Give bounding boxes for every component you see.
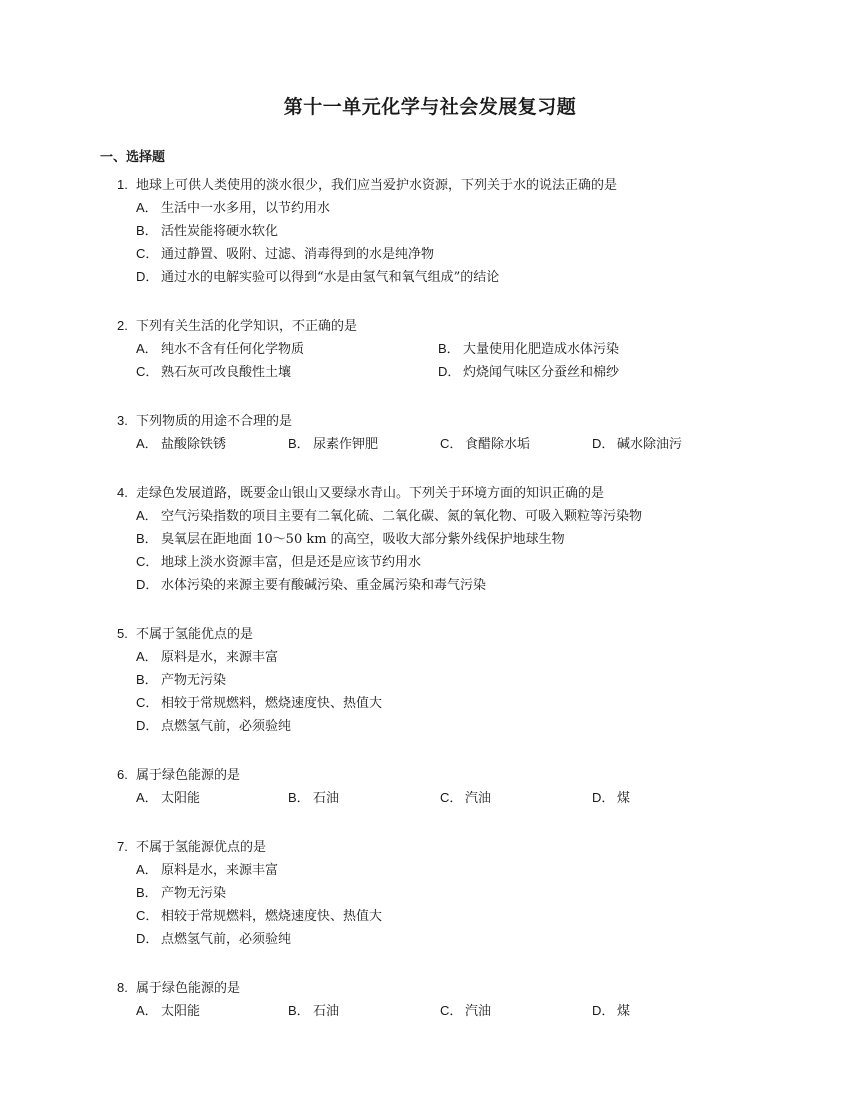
option-letter: A．	[136, 436, 158, 451]
option-letter: D．	[438, 364, 461, 379]
option-row	[117, 219, 737, 242]
option-d	[136, 714, 291, 738]
question-text: 属于绿色能源的是	[136, 981, 241, 996]
question-text: 属于绿色能源的是	[136, 768, 241, 783]
option-row	[117, 668, 737, 691]
option-text: 相较于常规燃料，燃烧速度快、热值大	[161, 909, 383, 924]
question-stem	[117, 622, 737, 645]
option-letter: C．	[136, 554, 159, 569]
option-b	[136, 881, 226, 905]
option-text: 汽油	[465, 1004, 492, 1019]
option-row	[117, 645, 737, 668]
option-a	[136, 645, 278, 669]
option-letter: B．	[288, 436, 310, 451]
option-text: 产物无污染	[161, 886, 227, 901]
option-row	[117, 786, 737, 809]
option-a	[136, 432, 288, 456]
option-row	[117, 927, 737, 950]
question-text: 下列物质的用途不合理的是	[136, 414, 293, 429]
option-b	[288, 432, 440, 456]
option-letter: D．	[136, 577, 159, 592]
option-text: 太阳能	[161, 1004, 201, 1019]
question-text: 不属于氢能优点的是	[136, 627, 254, 642]
option-b	[136, 219, 278, 243]
question-6	[117, 763, 737, 809]
option-letter: A．	[136, 508, 158, 523]
page-title: 第十一单元化学与社会发展复习题	[283, 96, 577, 118]
option-c	[440, 786, 592, 810]
option-text: 相较于常规燃料，燃烧速度快、热值大	[161, 696, 383, 711]
option-d	[592, 999, 630, 1023]
question-2	[117, 314, 737, 383]
option-d	[136, 927, 291, 951]
option-row	[117, 337, 737, 360]
question-number: 7.	[117, 839, 128, 854]
option-c	[136, 904, 382, 928]
question-stem	[117, 835, 737, 858]
option-text: 活性炭能将硬水软化	[161, 224, 279, 239]
option-a	[136, 196, 330, 220]
option-c	[136, 691, 382, 715]
option-d	[438, 360, 619, 384]
option-letter: B．	[438, 341, 460, 356]
option-a	[136, 786, 288, 810]
option-text: 石油	[313, 1004, 340, 1019]
option-a	[136, 504, 642, 528]
question-3	[117, 409, 737, 455]
option-text: 点燃氢气前，必须验纯	[161, 932, 292, 947]
option-c	[136, 242, 434, 266]
option-letter: C．	[440, 1003, 463, 1018]
question-4	[117, 481, 737, 596]
option-text: 石油	[313, 791, 340, 806]
question-text: 走绿色发展道路，既要金山银山又要绿水青山。下列关于环境方面的知识正确的是	[136, 486, 605, 501]
option-b	[438, 337, 619, 361]
option-b	[288, 786, 440, 810]
question-stem	[117, 763, 737, 786]
option-letter: D．	[136, 718, 159, 733]
option-letter: A．	[136, 341, 158, 356]
option-text: 原料是水，来源丰富	[161, 863, 279, 878]
option-d	[592, 786, 630, 810]
option-text: 煤	[617, 791, 631, 806]
option-c	[136, 550, 421, 574]
question-number: 3.	[117, 413, 128, 428]
option-letter: B．	[136, 223, 158, 238]
option-text: 碱水除油污	[617, 437, 683, 452]
option-b	[136, 668, 226, 692]
option-letter: C．	[136, 364, 159, 379]
option-letter: B．	[288, 1003, 310, 1018]
option-row	[117, 527, 737, 550]
option-text: 汽油	[465, 791, 492, 806]
option-row	[117, 881, 737, 904]
option-letter: D．	[592, 1003, 615, 1018]
question-stem	[117, 314, 737, 337]
option-row	[117, 196, 737, 219]
option-text: 尿素作钾肥	[313, 437, 379, 452]
option-text: 太阳能	[161, 791, 201, 806]
option-letter: C．	[136, 246, 159, 261]
option-text: 盐酸除铁锈	[161, 437, 227, 452]
option-text: 原料是水，来源丰富	[161, 650, 279, 665]
option-text: 通过水的电解实验可以得到“水是由氢气和氧气组成”的结论	[161, 270, 500, 285]
option-text: 水体污染的来源主要有酸碱污染、重金属污染和毒气污染	[161, 578, 487, 593]
option-row	[117, 904, 737, 927]
option-letter: C．	[440, 436, 463, 451]
option-row	[117, 432, 737, 455]
option-text: 煤	[617, 1004, 631, 1019]
question-number: 6.	[117, 767, 128, 782]
question-stem	[117, 976, 737, 999]
option-text: 地球上淡水资源丰富，但是还是应该节约用水	[161, 555, 422, 570]
question-text: 下列有关生活的化学知识，不正确的是	[136, 319, 358, 334]
option-b	[288, 999, 440, 1023]
question-stem	[117, 481, 737, 504]
option-letter: C．	[136, 908, 159, 923]
option-letter: D．	[592, 790, 615, 805]
section-heading: 一、选择题	[100, 150, 166, 165]
option-letter: A．	[136, 790, 158, 805]
option-letter: A．	[136, 1003, 158, 1018]
option-letter: A．	[136, 649, 158, 664]
option-a	[136, 999, 288, 1023]
option-text: 熟石灰可改良酸性土壤	[161, 365, 292, 380]
question-text: 不属于氢能源优点的是	[136, 840, 267, 855]
question-7	[117, 835, 737, 950]
question-1	[117, 173, 737, 288]
option-letter: B．	[288, 790, 310, 805]
question-5	[117, 622, 737, 737]
option-c	[136, 360, 438, 384]
option-row	[117, 691, 737, 714]
option-row	[117, 550, 737, 573]
option-letter: C．	[440, 790, 463, 805]
option-letter: B．	[136, 672, 158, 687]
question-number: 1.	[117, 177, 128, 192]
option-letter: A．	[136, 862, 158, 877]
option-text: 臭氧层在距地面 10～50 km 的高空，吸收大部分紫外线保护地球生物	[161, 532, 565, 547]
option-d	[136, 573, 486, 597]
option-text: 食醋除水垢	[465, 437, 531, 452]
option-letter: B．	[136, 531, 158, 546]
option-row	[117, 265, 737, 288]
question-number: 8.	[117, 980, 128, 995]
question-number: 2.	[117, 318, 128, 333]
option-row	[117, 242, 737, 265]
option-row	[117, 573, 737, 596]
option-letter: C．	[136, 695, 159, 710]
option-row	[117, 858, 737, 881]
option-text: 通过静置、吸附、过滤、消毒得到的水是纯净物	[161, 247, 435, 262]
option-row	[117, 360, 737, 383]
option-c	[440, 999, 592, 1023]
option-row	[117, 999, 737, 1022]
option-letter: A．	[136, 200, 158, 215]
option-text: 生活中一水多用，以节约用水	[161, 201, 331, 216]
option-a	[136, 858, 278, 882]
option-row	[117, 504, 737, 527]
option-text: 空气污染指数的项目主要有二氧化硫、二氧化碳、氮的氧化物、可吸入颗粒等污染物	[161, 509, 643, 524]
option-c	[440, 432, 592, 456]
option-row	[117, 714, 737, 737]
option-letter: D．	[136, 269, 159, 284]
option-d	[136, 265, 499, 289]
option-text: 产物无污染	[161, 673, 227, 688]
option-b	[136, 527, 565, 551]
question-number: 4.	[117, 485, 128, 500]
option-text: 大量使用化肥造成水体污染	[463, 342, 620, 357]
option-text: 纯水不含有任何化学物质	[161, 342, 305, 357]
question-stem	[117, 173, 737, 196]
question-text: 地球上可供人类使用的淡水很少，我们应当爱护水资源，下列关于水的说法正确的是	[136, 178, 618, 193]
option-text: 灼烧闻气味区分蚕丝和棉纱	[463, 365, 620, 380]
option-letter: B．	[136, 885, 158, 900]
option-letter: D．	[592, 436, 615, 451]
option-d	[592, 432, 682, 456]
option-a	[136, 337, 438, 361]
option-letter: D．	[136, 931, 159, 946]
question-stem	[117, 409, 737, 432]
question-8	[117, 976, 737, 1022]
option-text: 点燃氢气前，必须验纯	[161, 719, 292, 734]
question-number: 5.	[117, 626, 128, 641]
